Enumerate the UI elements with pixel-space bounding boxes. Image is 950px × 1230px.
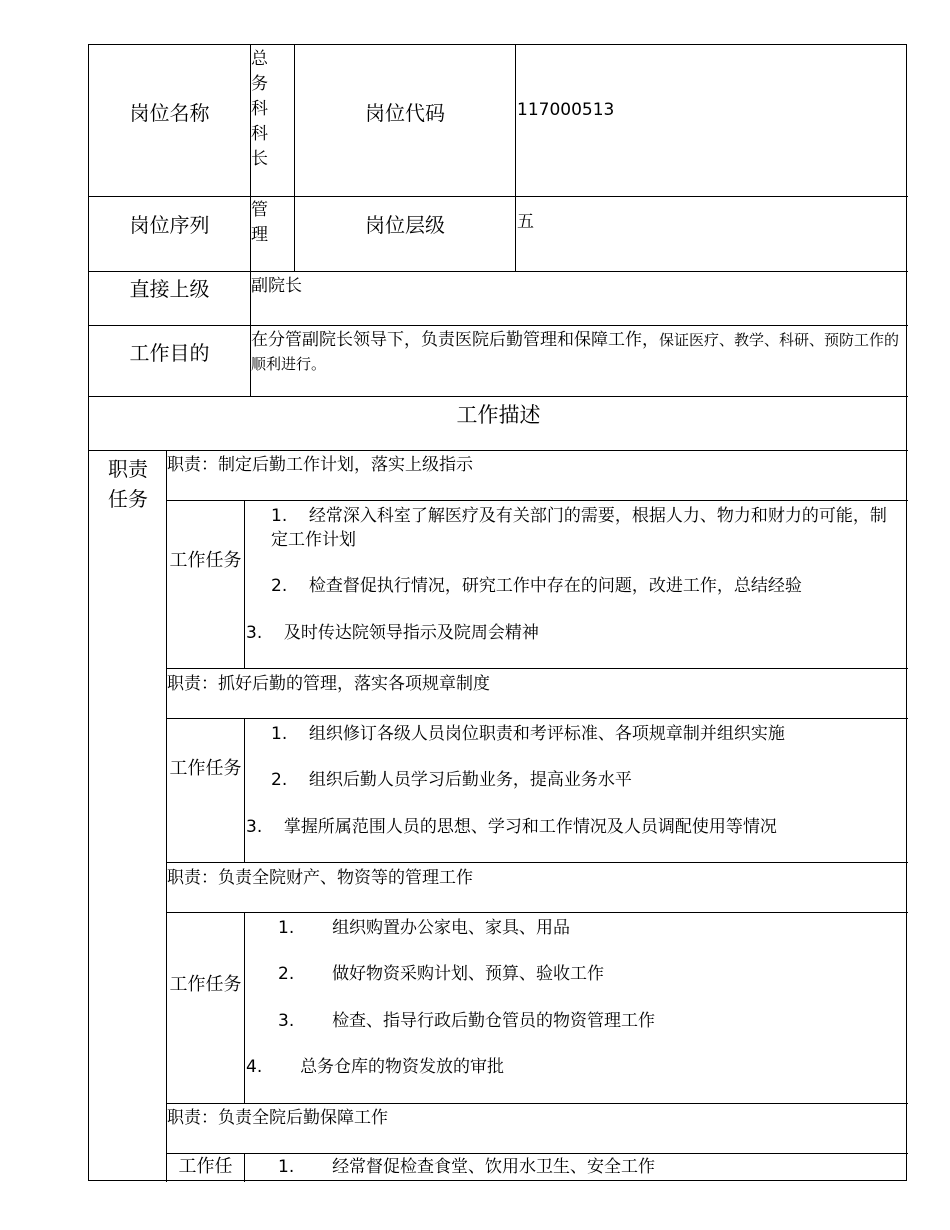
task-item bbox=[271, 574, 802, 598]
row-divider bbox=[167, 1103, 908, 1104]
task-text: 总务仓库的物资发放的审批 bbox=[300, 1057, 505, 1077]
post-level-value: 五 bbox=[517, 212, 534, 232]
duty-title: 职责：抓好后勤的管理，落实各项规章制度 bbox=[167, 674, 490, 694]
row-divider bbox=[167, 500, 908, 501]
row-divider bbox=[167, 862, 908, 863]
purpose-text-main: 在分管副院长领导下，负责医院后勤管理和保障工作， bbox=[251, 330, 659, 350]
row-divider bbox=[167, 1153, 908, 1154]
row-divider bbox=[89, 325, 908, 326]
duty-label: 职责任务 bbox=[108, 457, 148, 511]
row-divider bbox=[167, 718, 908, 719]
row-divider bbox=[89, 450, 908, 451]
task-item bbox=[271, 722, 785, 746]
post-seq-value: 管理 bbox=[251, 200, 268, 245]
purpose-label: 工作目的 bbox=[129, 341, 210, 365]
post-name-label: 岗位名称 bbox=[129, 101, 210, 125]
task-label: 工作任务 bbox=[169, 550, 242, 571]
task-number: 3. bbox=[278, 1011, 295, 1031]
purpose-value bbox=[251, 328, 901, 376]
section-title: 工作描述 bbox=[456, 403, 541, 427]
task-item bbox=[246, 1055, 504, 1079]
post-name-value: 总务科科长 bbox=[251, 49, 268, 169]
task-text: 检查、指导行政后勤仓管员的物资管理工作 bbox=[332, 1011, 656, 1031]
col-divider bbox=[244, 500, 245, 668]
task-number: 1. bbox=[271, 724, 288, 744]
task-item bbox=[271, 504, 891, 552]
task-text: 检查督促执行情况，研究工作中存在的问题，改进工作，总结经验 bbox=[308, 576, 802, 596]
task-text: 掌握所属范围人员的思想、学习和工作情况及人员调配使用等情况 bbox=[283, 817, 777, 837]
superior-value: 副院长 bbox=[251, 276, 302, 296]
task-label: 工作任务 bbox=[169, 974, 242, 995]
row-divider bbox=[167, 912, 908, 913]
post-seq-label: 岗位序列 bbox=[129, 213, 210, 237]
row-divider bbox=[167, 668, 908, 669]
task-text: 组织购置办公家电、家具、用品 bbox=[332, 918, 571, 938]
task-text: 经常督促检查食堂、饮用水卫生、安全工作 bbox=[332, 1157, 656, 1177]
row-divider bbox=[89, 196, 908, 197]
col-divider bbox=[244, 912, 245, 1103]
duty-title: 职责：负责全院后勤保障工作 bbox=[167, 1108, 388, 1128]
task-text: 组织后勤人员学习后勤业务，提高业务水平 bbox=[308, 770, 632, 790]
superior-label: 直接上级 bbox=[129, 277, 210, 301]
task-number: 2. bbox=[271, 576, 288, 596]
duty-title: 职责：制定后勤工作计划，落实上级指示 bbox=[167, 455, 473, 475]
col-divider bbox=[244, 718, 245, 862]
duty-title: 职责：负责全院财产、物资等的管理工作 bbox=[167, 868, 473, 888]
task-number: 2. bbox=[271, 770, 288, 790]
task-item bbox=[278, 962, 604, 986]
task-item bbox=[278, 916, 570, 940]
task-text: 及时传达院领导指示及院周会精神 bbox=[283, 623, 539, 643]
task-item bbox=[278, 1009, 655, 1033]
task-item bbox=[246, 815, 777, 839]
row-divider bbox=[89, 396, 908, 397]
task-number: 2. bbox=[278, 964, 295, 984]
row-divider bbox=[89, 271, 908, 272]
task-label: 工作任 bbox=[178, 1156, 233, 1177]
task-item bbox=[246, 621, 539, 645]
task-item bbox=[271, 768, 632, 792]
purpose-text-small: 保证医疗、教学、科研、预防工作的顺利进行。 bbox=[251, 331, 900, 373]
task-number: 1. bbox=[278, 918, 295, 938]
task-text: 做好物资采购计划、预算、验收工作 bbox=[332, 964, 605, 984]
job-description-table bbox=[88, 44, 907, 1181]
task-item bbox=[278, 1155, 655, 1179]
task-number: 3. bbox=[246, 623, 263, 643]
task-text: 经常深入科室了解医疗及有关部门的需要，根据人力、物力和财力的可能，制定工作计划 bbox=[271, 506, 887, 550]
post-code-value: 117000513 bbox=[517, 100, 615, 120]
task-number: 4. bbox=[246, 1057, 263, 1077]
task-label: 工作任务 bbox=[169, 758, 242, 779]
task-number: 1. bbox=[271, 506, 288, 526]
col-divider bbox=[244, 1153, 245, 1182]
task-text: 组织修订各级人员岗位职责和考评标准、各项规章制并组织实施 bbox=[308, 724, 785, 744]
task-number: 3. bbox=[246, 817, 263, 837]
col-divider bbox=[515, 45, 516, 271]
post-code-label: 岗位代码 bbox=[365, 101, 445, 125]
task-number: 1. bbox=[278, 1157, 295, 1177]
post-level-label: 岗位层级 bbox=[365, 213, 445, 237]
